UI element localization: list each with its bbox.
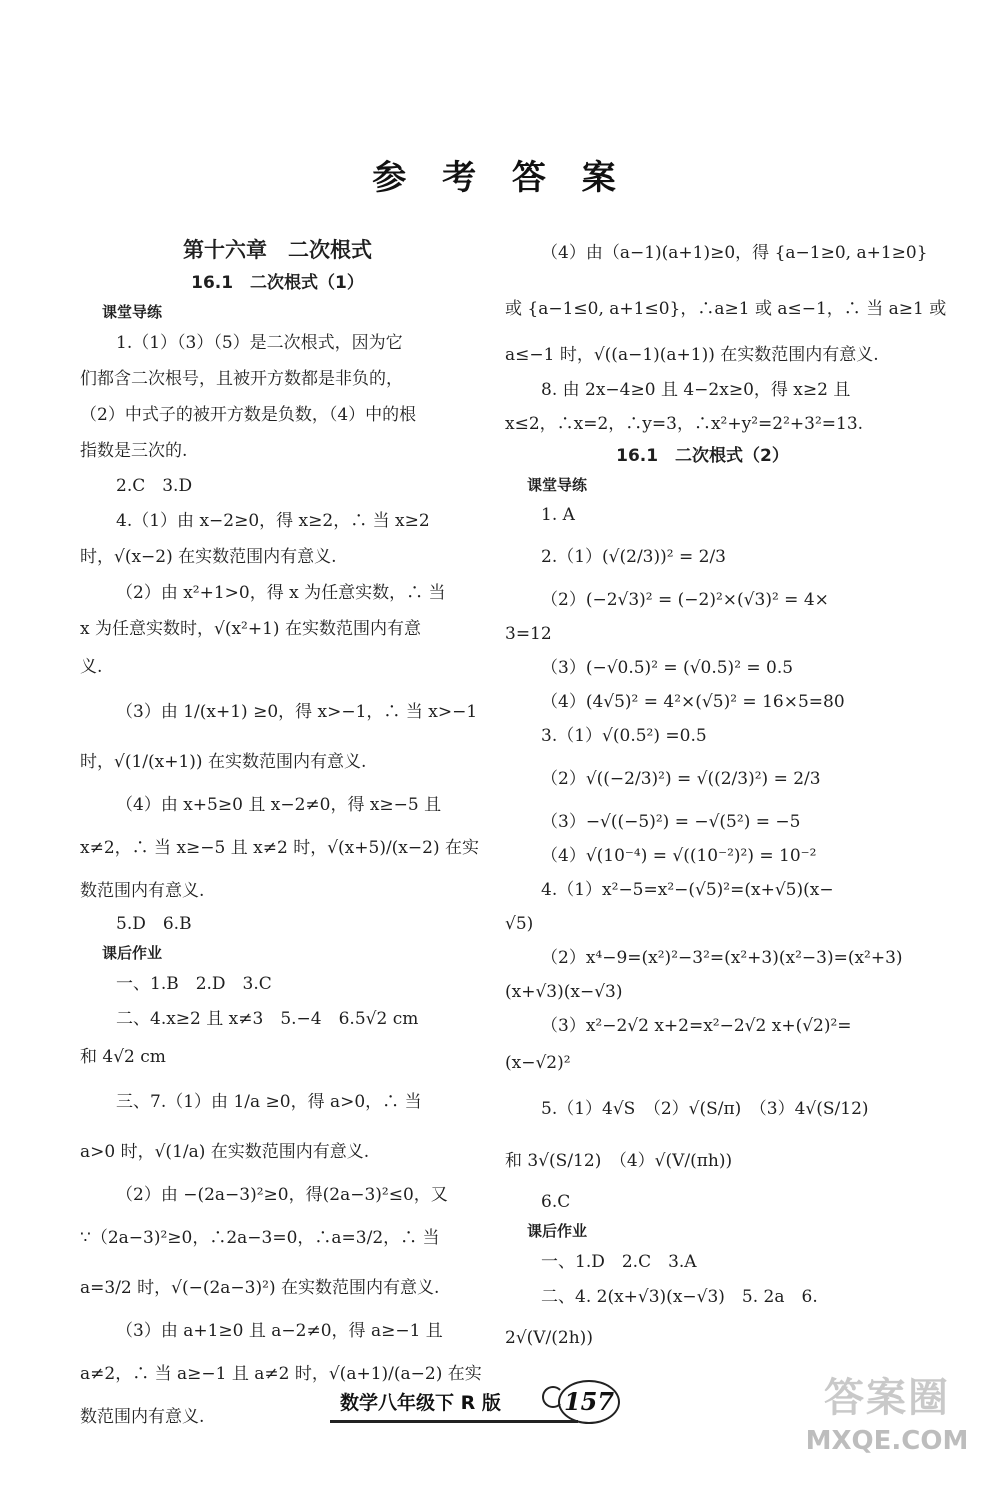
answer-line: （2）由 x²+1>0，得 x 为任意实数，∴ 当 xyxy=(116,583,446,603)
answer-line: x≠2，∴ 当 x≥−5 且 x≠2 时，√(x+5)/(x−2) 在实 xyxy=(80,838,479,858)
answer-line: a≤−1 时，√((a−1)(a+1)) 在实数范围内有意义. xyxy=(505,345,879,365)
answer-line: （2）x⁴−9=(x²)²−3²=(x²+3)(x²−3)=(x²+3) xyxy=(541,948,903,968)
answer-line: 和 4√2 cm xyxy=(80,1047,166,1067)
section-heading: 16.1 二次根式（2） xyxy=(616,446,789,466)
answer-line: （3）由 a+1≥0 且 a−2≠0，得 a≥−1 且 xyxy=(116,1321,443,1341)
answer-line: 数范围内有意义. xyxy=(80,1407,205,1427)
answer-line: x 为任意实数时，√(x²+1) 在实数范围内有意 xyxy=(80,619,421,639)
answer-line: 二、4.x≥2 且 x≠3 5.−4 6.5√2 cm xyxy=(116,1009,419,1029)
left-answer-lines xyxy=(80,267,482,1435)
answer-line: 8. 由 2x−4≥0 且 4−2x≥0，得 x≥2 且 xyxy=(541,380,851,400)
subsection-heading: 课后作业 xyxy=(102,944,163,962)
answer-line: 3=12 xyxy=(505,624,552,644)
answer-line: 二、4. 2(x+√3)(x−√3) 5. 2a 6. xyxy=(541,1287,818,1307)
subsection-heading: 课堂导练 xyxy=(102,303,163,321)
answer-line: 义. xyxy=(80,657,103,677)
answer-line: a>0 时，√(1/a) 在实数范围内有意义. xyxy=(80,1142,370,1162)
page-title: 参 考 答 案 xyxy=(372,158,628,198)
answer-line: 或 {a−1≤0, a+1≤0}，∴a≥1 或 a≤−1，∴ 当 a≥1 或 xyxy=(505,299,947,319)
answer-line: 们都含二次根号，且被开方数都是非负的， xyxy=(80,369,403,389)
watermark-url: MXQE.COM xyxy=(805,1426,969,1456)
subsection-heading: 课后作业 xyxy=(527,1222,588,1240)
right-column xyxy=(505,225,947,1361)
answer-line: 2.C 3.D xyxy=(116,476,193,496)
answer-line: (x+√3)(x−√3) xyxy=(505,982,623,1002)
answer-line: 2√(V/(2h)) xyxy=(505,1328,593,1348)
answer-line: （2）由 −(2a−3)²≥0，得(2a−3)²≤0，又 xyxy=(116,1185,448,1205)
answer-line: 5.D 6.B xyxy=(116,914,192,934)
answer-line: x≤2，∴x=2，∴y=3，∴x²+y²=2²+3²=13. xyxy=(505,414,864,434)
watermark xyxy=(792,1373,982,1473)
answer-line: 1.（1）（3）（5）是二次根式，因为它 xyxy=(116,333,403,353)
answer-line: 指数是三次的. xyxy=(80,441,188,461)
answer-line: a≠2，∴ 当 a≥−1 且 a≠2 时，√(a+1)/(a−2) 在实 xyxy=(80,1364,482,1384)
answer-line: 一、1.D 2.C 3.A xyxy=(541,1252,697,1272)
section-heading: 16.1 二次根式（1） xyxy=(191,273,364,293)
answer-line: （2）(−2√3)² = (−2)²×(√3)² = 4× xyxy=(541,590,829,610)
answer-line: 3.（1）√(0.5²) =0.5 xyxy=(541,726,707,746)
page-number: 157 xyxy=(558,1380,620,1424)
answer-line: (x−√2)² xyxy=(505,1053,571,1073)
footer-rule xyxy=(330,1420,578,1423)
answer-line: 6.C xyxy=(541,1192,571,1212)
answer-line: （2）√((−2/3)²) = √((2/3)²) = 2/3 xyxy=(541,769,821,789)
answer-line: （4）由 x+5≥0 且 x−2≠0，得 x≥−5 且 xyxy=(116,795,442,815)
answer-line: 和 3√(S/12) （4）√(V/(πh)) xyxy=(505,1151,733,1171)
answer-line: ∵（2a−3)²≥0，∴2a−3=0，∴a=3/2，∴ 当 xyxy=(80,1228,440,1248)
answer-line: （4）(4√5)² = 4²×(√5)² = 16×5=80 xyxy=(541,692,845,712)
subsection-heading: 课堂导练 xyxy=(527,476,588,494)
answer-line: 数范围内有意义. xyxy=(80,881,205,901)
answer-line: 4.（1）由 x−2≥0，得 x≥2，∴ 当 x≥2 xyxy=(116,511,430,531)
answer-line: a=3/2 时，√(−(2a−3)²) 在实数范围内有意义. xyxy=(80,1278,440,1298)
answer-line: 时，√(x−2) 在实数范围内有意义. xyxy=(80,547,337,567)
answer-line: 时，√(1/(x+1)) 在实数范围内有意义. xyxy=(80,752,367,772)
answer-line: 4.（1）x²−5=x²−(√5)²=(x+√5)(x− xyxy=(541,880,834,900)
answer-line: （3）x²−2√2 x+2=x²−2√2 x+(√2)²= xyxy=(541,1016,852,1036)
right-answer-lines xyxy=(505,225,947,1361)
answer-line: （2）中式子的被开方数是负数，（4）中的根 xyxy=(80,405,417,425)
answer-line: 1. A xyxy=(541,505,575,525)
watermark-logo-text: 答案圈 xyxy=(824,1375,950,1421)
page-footer xyxy=(330,1380,630,1440)
answer-line: （3）由 1/(x+1) ≥0，得 x>−1，∴ 当 x>−1 xyxy=(116,702,478,722)
answer-line: 5.（1）4√S （2）√(S/π) （3）4√(S/12) xyxy=(541,1099,869,1119)
footer-book-label: 数学八年级下 R 版 xyxy=(340,1392,501,1414)
answer-line: （4）由（a−1)(a+1)≥0，得 {a−1≥0, a+1≥0} xyxy=(541,243,928,263)
answer-line: （3）(−√0.5)² = (√0.5)² = 0.5 xyxy=(541,658,794,678)
answer-line: 一、1.B 2.D 3.C xyxy=(116,974,272,994)
chapter-title: 第十六章 二次根式 xyxy=(183,238,372,262)
answer-line: √5) xyxy=(505,914,534,934)
answer-line: （3）−√((−5)²) = −√(5²) = −5 xyxy=(541,812,801,832)
answer-line: 三、7.（1）由 1/a ≥0，得 a>0，∴ 当 xyxy=(116,1092,422,1112)
answer-line: 2.（1）(√(2/3))² = 2/3 xyxy=(541,547,726,567)
left-column xyxy=(80,225,482,1435)
answer-line: （4）√(10⁻⁴) = √((10⁻²)²) = 10⁻² xyxy=(541,846,817,866)
